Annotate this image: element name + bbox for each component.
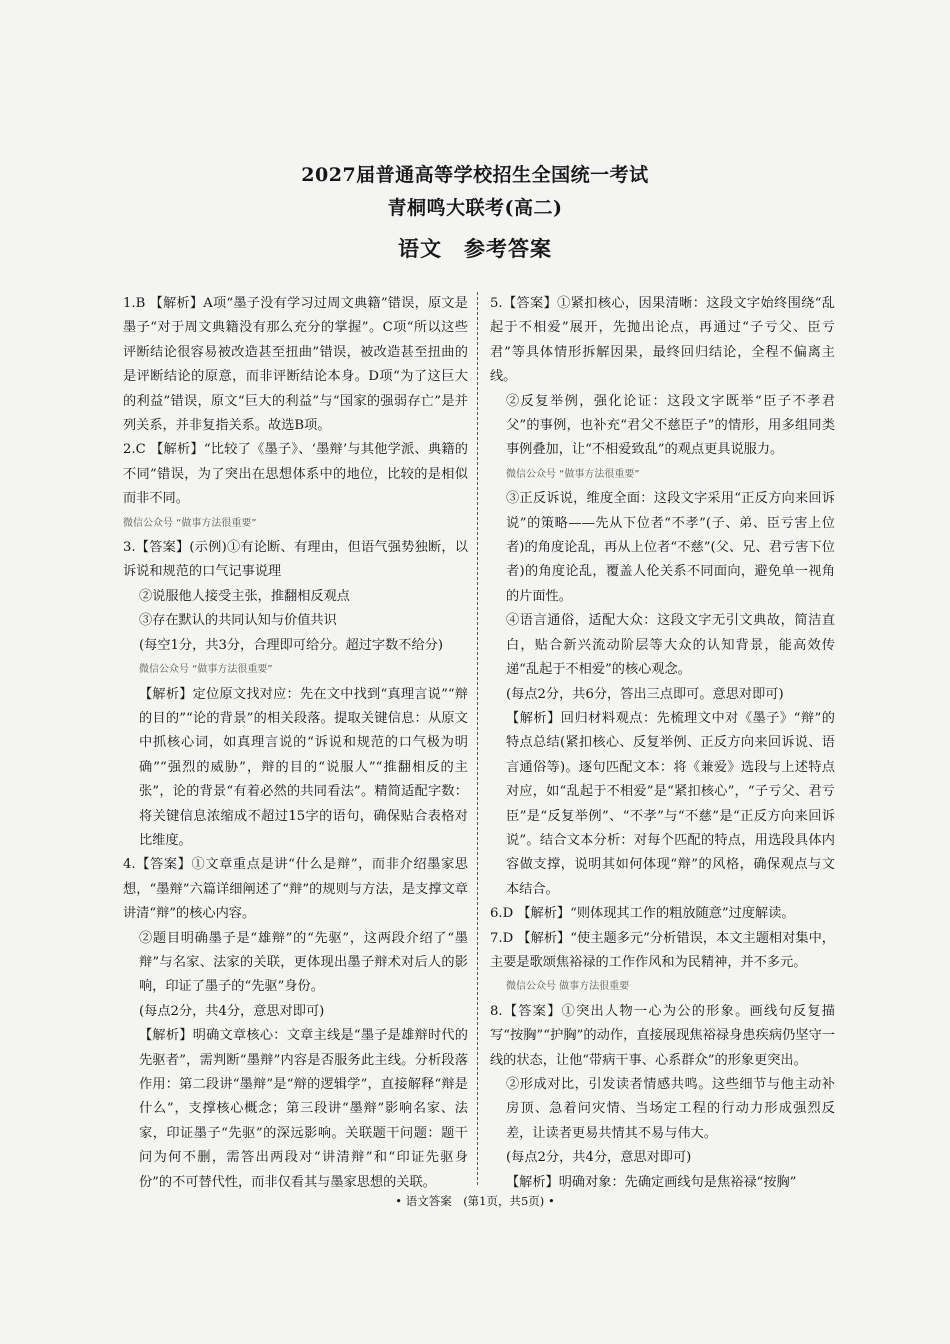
answer-5-point-3: ③正反诉说，维度全面：这段文字采用“正反方向来回诉说”的策略——先从下位者“不孝”(子、弟、臣亏害上位者)的角度论乱，再从上位者“不慈”(父、兄、君亏害下位者)的角度论乱，覆盖人伦关系不同面向，避免单一视角的片面性。 bbox=[506, 491, 835, 604]
answer-key-title: 语文 参考答案 bbox=[398, 236, 552, 261]
answer-8-point-2: ②形成对比，引发读者情感共鸣。这些细节与他主动补房顶、急着问灾情、当场定工程的行动力形成强烈反差，让读者更易共情其不易与伟大。 bbox=[506, 1077, 835, 1141]
answer-8: 8.【答案】①突出人物一心为公的形象。画线句反复描写“按胸”“护胸”的动作，直接展现焦裕禄身患疾病仍坚守一线的状态，让他“带病干事、心系群众”的形象更突出。 bbox=[490, 1003, 835, 1068]
answer-3-scoring: (每空1分，共3分，合理即可给分。超过字数不给分) bbox=[139, 637, 444, 653]
answer-3-point-3: ③存在默认的共同认知与价值共识 bbox=[139, 613, 337, 629]
left-column bbox=[123, 292, 468, 1195]
answer-5-scoring: (每点2分，共6分，答出三点即可。意思对即可) bbox=[506, 686, 784, 702]
watermark-text: 微信公众号 “做事方法很重要” bbox=[139, 664, 273, 676]
answer-5-analysis: 【解析】回归材料观点：先梳理文中对《墨子》“辩”的特点总结(紧扣核心、反复举例、正反方向来回诉说、语言通俗等)。逐句匹配文本：将《兼爱》选段与上述特点对应，如“乱起于不相爱”是“紧扣核心”，“子亏父、君亏臣”是“反复举例”、“不孝”与“不慈”是“正反方向来回诉说”。结合文本分析：对每个匹配的特点，用选段具体内容做支撑，说明其如何体现“辩”的风格，确保观点与文本结合。 bbox=[506, 710, 835, 897]
answer-5-point-2: ②反复举例，强化论证：这段文字既举“臣子不孝君父”的事例，也补充“君父不慈臣子”的情形，用多组同类事例叠加，让“不相爱致乱”的观点更具说服力。 bbox=[506, 393, 835, 458]
watermark-text: 微信公众号 做事方法很重要 bbox=[506, 981, 630, 993]
page-footer: • 语文答案 (第1页，共5页) • bbox=[395, 1194, 555, 1208]
answer-4-analysis: 【解析】明确文章核心：文章主线是“墨子是雄辩时代的先驱者”，需判断“墨辩”内容是否服务此主线。分析段落作用：第二段讲“墨辩”是“辩的逻辑学”，直接解释“辩是什么”，支撑核心概念；第三段讲“墨辩”影响名家、法家，印证墨子“先驱”的深远影响。关联题干问题：题干问为何不删，需答出两段对“讲清辩”和“印证先驱身份”的不可替代性，而非仅看其与墨家思想的关联。 bbox=[139, 1028, 468, 1190]
answer-8-scoring: (每点2分，共4分，意思对即可) bbox=[506, 1150, 692, 1166]
answer-3: 3.【答案】(示例)①有论断、有理由，但语气强势独断，以诉说和规范的口气记事说理 bbox=[123, 540, 468, 580]
answer-1: 1.B 【解析】A项“墨子没有学习过周文典籍”错误，原文是墨子“对于周文典籍没有那么充分的掌握”。C项“所以这些评断结论很容易被改造甚至扭曲”错误，被改造甚至扭曲的是评断结论的原意，而非评断结论本身。D项“为了这巨大的利益”错误，原文“巨大的利益”与“国家的强弱存亡”是并列关系，并非复指关系。故选B项。 bbox=[123, 296, 468, 434]
column-divider bbox=[477, 292, 478, 1185]
watermark-text: 微信公众号 “做事方法很重要” bbox=[506, 468, 640, 480]
answer-7: 7.D 【解析】“使主题多元”分析错误，本文主题相对集中，主要是歌颂焦裕禄的工作作风和为民精神，并不多元。 bbox=[490, 930, 835, 970]
answer-3-analysis: 【解析】定位原文找对应：先在文中找到“真理言说”“辩的目的”“论的背景”的相关段落。提取关键信息：从原文中抓核心词，如真理言说的“诉说和规范的口气极为明确”“强烈的威胁”，辩的目的“说服人”“推翻相反的主张”，论的背景“有着必然的共同看法”。精简适配字数：将关键信息浓缩成不超过15字的语句，确保贴合表格对比维度。 bbox=[139, 686, 468, 848]
right-column bbox=[490, 292, 835, 1195]
answer-2: 2.C 【解析】“比较了《墨子》、‘墨辩’与其他学派、典籍的不同”错误，为了突出在思想体系中的地位，比较的是相似而非不同。 bbox=[123, 442, 468, 507]
answer-5-point-4: ④语言通俗，适配大众：这段文字无引文典故，简洁直白，贴合新兴流动阶层等大众的认知背景，能高效传递“乱起于不相爱”的核心观念。 bbox=[506, 613, 835, 678]
answer-4-point-2: ②题目明确墨子是“雄辩”的“先驱”，这两段介绍了“墨辩”与名家、法家的关联，更体现出墨子辩术对后人的影响，印证了墨子的“先驱”身份。 bbox=[139, 930, 468, 995]
answer-8-analysis: 【解析】明确对象：先确定画线句是焦裕禄“按胸” bbox=[506, 1174, 797, 1190]
answer-4-scoring: (每点2分，共4分，意思对即可) bbox=[139, 1003, 325, 1019]
watermark-text: 微信公众号 “做事方法很重要” bbox=[123, 517, 257, 529]
answer-3-point-2: ②说服他人接受主张，推翻相反观点 bbox=[139, 588, 350, 604]
answer-5: 5.【答案】①紧扣核心，因果清晰：这段文字始终围绕“乱起于不相爱”展开，先抛出论点，再通过“子亏父、臣亏君”等具体情形拆解因果，最终回归结论，全程不偏离主线。 bbox=[490, 296, 835, 385]
answer-4: 4.【答案】①文章重点是讲“什么是辩”，而非介绍墨家思想，“墨辩”六篇详细阐述了“辩”的规则与方法，是支撑文章讲清“辩”的核心内容。 bbox=[123, 857, 468, 922]
exam-title: 2027届普通高等学校招生全国统一考试 bbox=[301, 164, 649, 186]
answer-6: 6.D 【解析】“则体现其工作的粗放随意”过度解读。 bbox=[490, 906, 795, 922]
exam-subtitle: 青桐鸣大联考(高二) bbox=[387, 197, 563, 219]
